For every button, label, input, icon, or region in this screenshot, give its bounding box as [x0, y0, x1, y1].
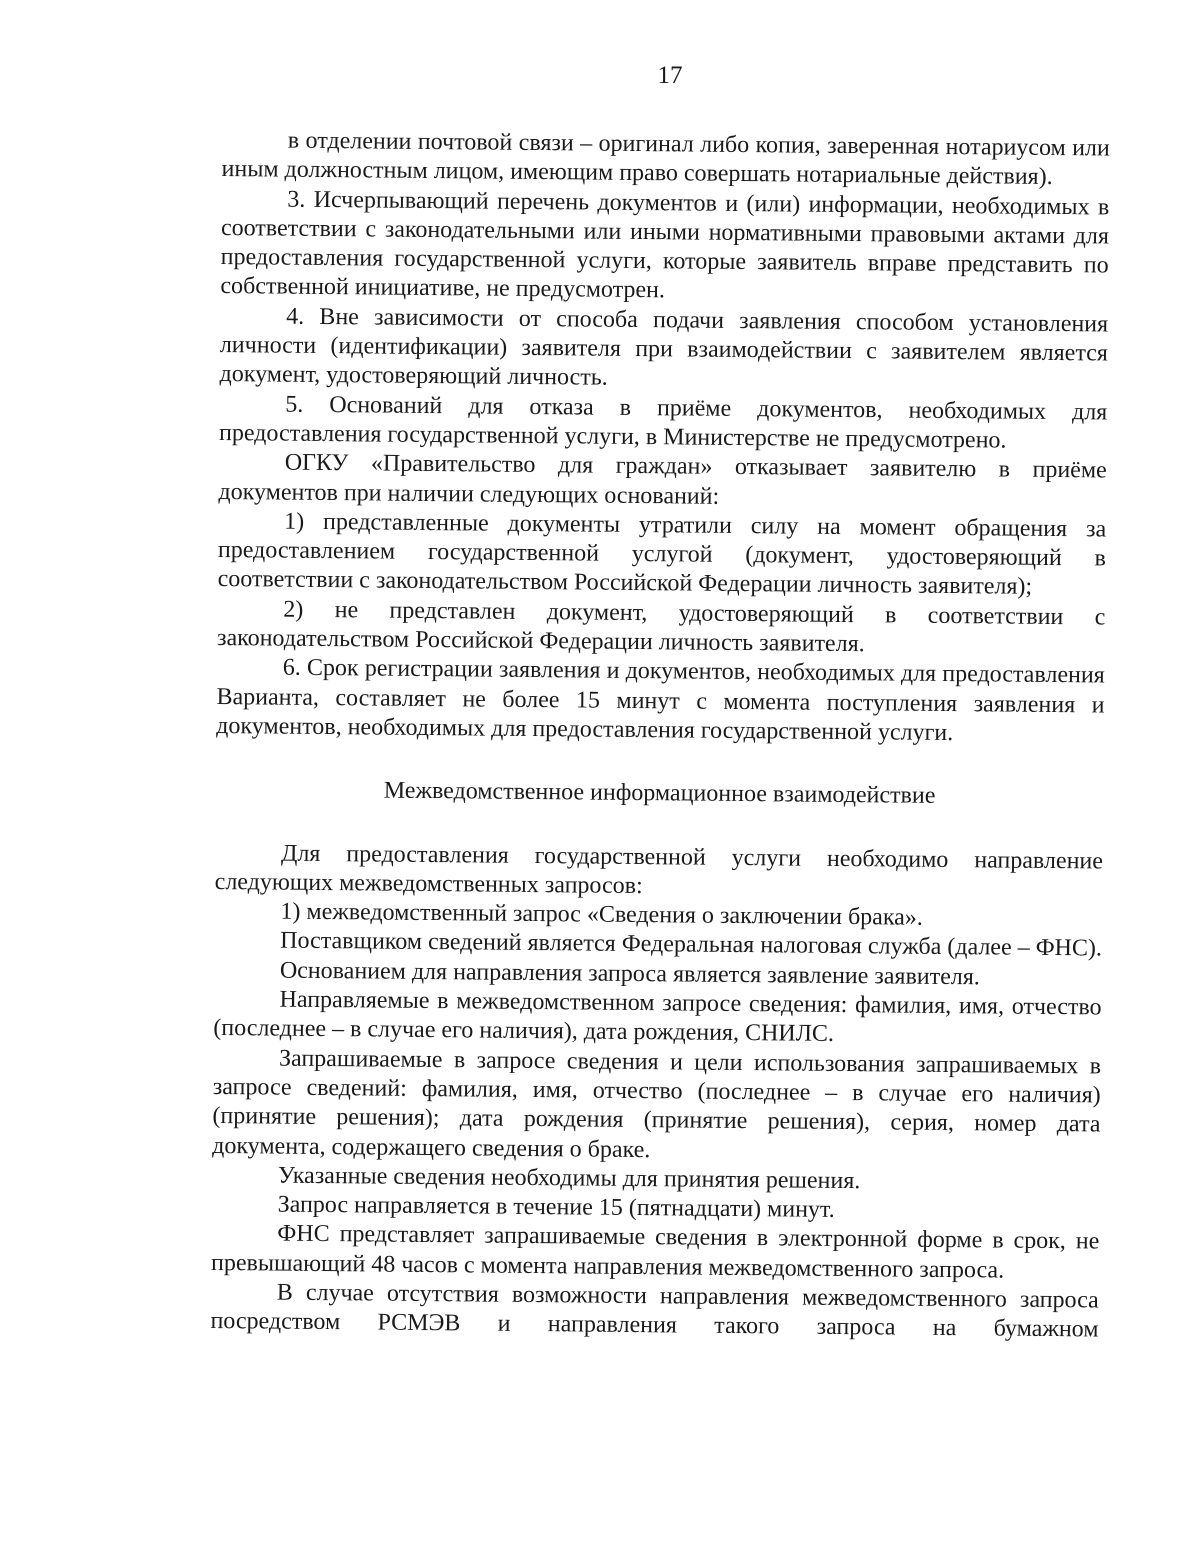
paragraph: В случае отсутствия возможности направления межведомственного запроса посредством РСМЭВ и направления такого запроса на бумажном [210, 1279, 1099, 1343]
paragraph: 5. Оснований для отказа в приёме документов, необходимых для предоставления государственной услуги, в Министерстве не предусмотрено. [218, 391, 1108, 454]
list-item: 1) межведомственный запрос «Сведения о заключении брака». [280, 898, 923, 931]
paragraph: ОГКУ «Правительство для граждан» отказывает заявителю в приёме документов при наличии следующих оснований: [218, 449, 1107, 510]
list-item: 1) представленные документы утратили силу на момент обращения за предоставлением государственной услугой (документ, удостоверяющий в соответствии с законодательством Российской Федерации личность заявителя); [217, 508, 1107, 601]
section-heading: Межведомственное информационное взаимодействие [383, 777, 936, 810]
paragraph: Запрашиваемые в запросе сведения и цели использования запрашиваемых в запросе сведений: фамилия, имя, отчество (последнее – в случае его наличия) (принятие решения); дата рождения (принятие решения), серия, номер дата документа, содержащего сведения о браке. [212, 1045, 1102, 1163]
paragraph: 3. Исчерпывающий перечень документов и (или) информации, необходимых в соответствии с законодательными или иными нормативными правовыми актами для предоставления государственной услуги, которые заявитель вправе представить по собственной инициативе, не предусмотрен. [220, 186, 1110, 304]
paragraph: Направляемые в межведомственном запросе сведения: фамилия, имя, отчество (последнее – в случае его наличия), дата рождения, СНИЛС. [213, 986, 1102, 1048]
document-body [210, 126, 1110, 1345]
paragraph: в отделении почтовой связи – оригинал либо копия, заверенная нотариусом или иным должностным лицом, имеющим право совершать нотариальные действия). [221, 127, 1110, 191]
paragraph: Основанием для направления запроса является заявление заявителя. [279, 957, 981, 991]
paragraph: 4. Вне зависимости от способа подачи заявления способом установления личности (идентификации) заявителя при взаимодействии с заявителем является документ, удостоверяющий личность. [219, 303, 1109, 392]
page-number: 17 [657, 62, 683, 89]
paragraph: Указанные сведения необходимы для принятия решения. [277, 1162, 861, 1194]
paragraph: Поставщиком сведений является Федеральная налоговая служба (далее – ФНС). [280, 928, 1103, 962]
list-item: 2) не представлен документ, удостоверяющий в соответствии с законодательством Российской Федерации личность заявителя. [216, 596, 1106, 658]
paragraph: Для предоставления государственной услуги необходимо направление следующих межведомственных запросов: [214, 840, 1104, 899]
paragraph: Запрос направляется в течение 15 (пятнадцати) минут. [277, 1191, 835, 1224]
paragraph: ФНС представляет запрашиваемые сведения в электронной форме в срок, не превышающий 48 часов с момента направления межведомственного запроса. [210, 1220, 1100, 1284]
paragraph: 6. Срок регистрации заявления и документов, необходимых для предоставления Варианта, составляет не более 15 минут с момента поступления заявления и документов, необходимых для предоставления государственной услуги. [216, 654, 1105, 746]
